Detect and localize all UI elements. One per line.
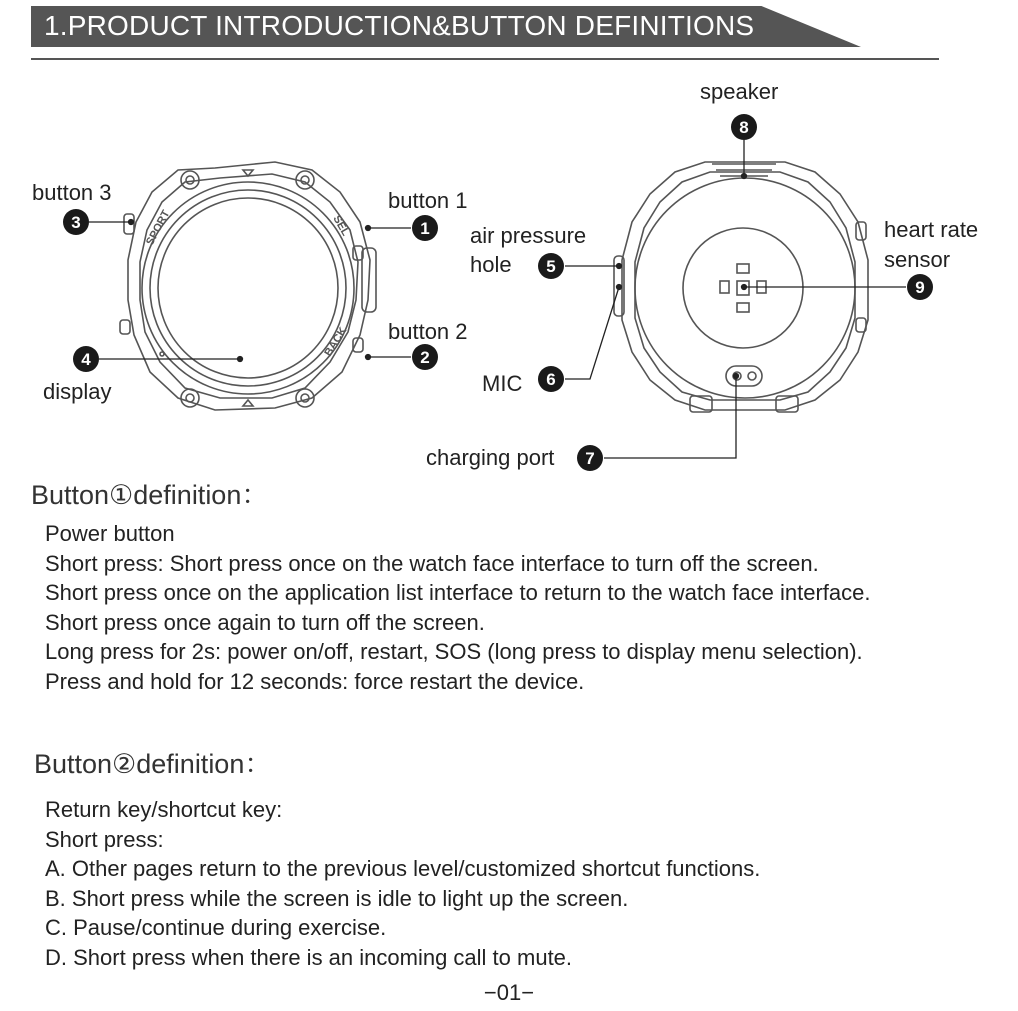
badge-1 bbox=[412, 215, 438, 241]
badge-9 bbox=[907, 274, 933, 300]
button1-line: Long press for 2s: power on/off, restart, SOS (long press to display menu selection). bbox=[45, 639, 863, 665]
button1-line: Short press: Short press once on the watch face interface to turn off the screen. bbox=[45, 550, 819, 576]
label-button-3: button 3 bbox=[32, 180, 112, 205]
svg-text:6: 6 bbox=[546, 370, 556, 389]
svg-text:5: 5 bbox=[546, 257, 556, 276]
label-heart-rate-line1: heart rate bbox=[884, 217, 979, 242]
svg-text:1: 1 bbox=[420, 219, 430, 238]
label-charging-port: charging port bbox=[426, 445, 555, 470]
bezel-sport-text: SPORT bbox=[144, 208, 173, 248]
label-mic: MIC bbox=[482, 371, 523, 396]
label-air-pressure-line1: air pressure bbox=[470, 223, 587, 248]
badge-5 bbox=[538, 253, 564, 279]
badge-4 bbox=[73, 346, 99, 372]
svg-text:9: 9 bbox=[915, 278, 925, 297]
page-title: 1.PRODUCT INTRODUCTION&BUTTON DEFINITIONS bbox=[44, 10, 755, 41]
button1-line: Short press once on the application list interface to return to the watch face interface. Short press once again to turn off the screen. bbox=[45, 580, 871, 635]
page-number: −01− bbox=[483, 980, 535, 1005]
svg-text:4: 4 bbox=[81, 350, 91, 369]
button2-definition-title: Button②definition： bbox=[34, 749, 272, 779]
button1-line: Power button bbox=[45, 521, 175, 546]
label-heart-rate-line2: sensor bbox=[884, 247, 951, 272]
bezel-back-text: BACK bbox=[322, 325, 350, 359]
button2-definition-body bbox=[45, 795, 945, 973]
button2-line: D. Short press when there is an incoming call to mute. bbox=[45, 944, 573, 970]
badge-7 bbox=[577, 445, 603, 471]
badge-6 bbox=[538, 366, 564, 392]
button1-definition-body bbox=[45, 519, 945, 697]
badge-3 bbox=[63, 209, 89, 235]
bezel-sel-text: SEL bbox=[330, 213, 352, 239]
front-watch bbox=[120, 162, 376, 410]
svg-text:8: 8 bbox=[739, 118, 749, 137]
svg-text:3: 3 bbox=[71, 213, 81, 232]
button2-line: B. Short press while the screen is idle to light up the screen. bbox=[45, 885, 629, 911]
button2-line: A. Other pages return to the previous level/customized shortcut functions. bbox=[45, 856, 761, 882]
button2-line: C. Pause/continue during exercise. bbox=[45, 915, 387, 941]
label-air-pressure-line2: hole bbox=[470, 252, 512, 277]
label-button-2: button 2 bbox=[388, 319, 468, 344]
label-speaker: speaker bbox=[700, 79, 779, 104]
button1-definition-title: Button①definition： bbox=[31, 480, 269, 510]
button1-line: Press and hold for 12 seconds: force restart the device. bbox=[45, 668, 585, 694]
badge-8 bbox=[731, 114, 757, 140]
svg-text:7: 7 bbox=[585, 449, 595, 468]
badge-2 bbox=[412, 344, 438, 370]
label-display: display bbox=[43, 379, 112, 404]
button2-line: Short press: bbox=[45, 826, 164, 852]
button2-line: Return key/shortcut key: bbox=[45, 797, 283, 822]
svg-text:2: 2 bbox=[420, 348, 430, 367]
label-button-1: button 1 bbox=[388, 188, 468, 213]
